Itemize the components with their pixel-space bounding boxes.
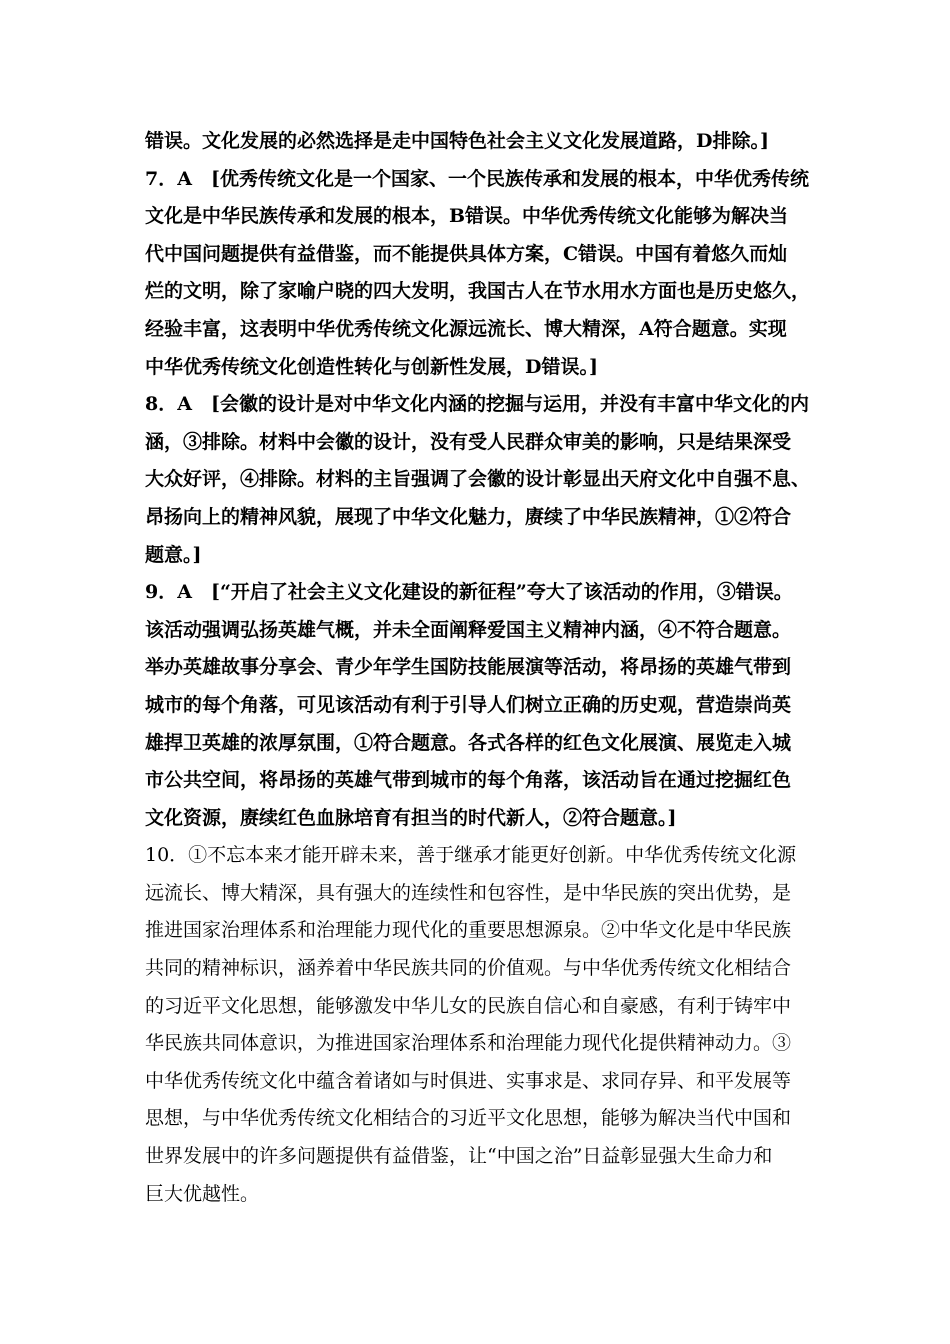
answer-block-6-tail xyxy=(145,123,817,161)
text-line: 市公共空间，将昂扬的英雄气带到城市的每个角落，该活动旨在通过挖掘红色 xyxy=(145,769,792,792)
text-line: 思想，与中华优秀传统文化相结合的习近平文化思想，能够为解决当代中国和 xyxy=(145,1107,792,1130)
text-line: 昂扬向上的精神风貌，展现了中华文化魅力，赓续了中华民族精神，①②符合 xyxy=(145,505,792,528)
text-line: 8．A [会徽的设计是对中华文化内涵的挖掘与运用，并没有丰富中华文化的内 xyxy=(145,393,809,416)
answer-block-9 xyxy=(145,574,817,837)
text-line: 7．A [优秀传统文化是一个国家、一个民族传承和发展的根本，中华优秀传统 xyxy=(145,167,809,190)
answer-block-8 xyxy=(145,386,817,574)
answer-document xyxy=(145,123,817,1213)
answer-block-10 xyxy=(145,837,817,1213)
text-line: 大众好评，④排除。材料的主旨强调了会徽的设计彰显出天府文化中自强不息、 xyxy=(145,468,811,491)
text-line: 经验丰富，这表明中华优秀传统文化源远流长、博大精深，A符合题意。实现 xyxy=(145,317,787,340)
text-line: 9．A [“开启了社会主义文化建设的新征程”夸大了该活动的作用，③错误。 xyxy=(145,581,793,604)
text-line: 推进国家治理体系和治理能力现代化的重要思想源泉。②中华文化是中华民族 xyxy=(145,919,792,942)
text-line: 10．①不忘本来才能开辟未来，善于继承才能更好创新。中华优秀传统文化源 xyxy=(145,844,797,867)
text-line: 世界发展中的许多问题提供有益借鉴，让“中国之治”日益彰显强大生命力和 xyxy=(145,1145,773,1168)
text-line: 文化是中华民族传承和发展的根本，B错误。中华优秀传统文化能够为解决当 xyxy=(145,205,789,228)
text-line: 远流长、博大精深，具有强大的连续性和包容性，是中华民族的突出优势，是 xyxy=(145,881,792,904)
text-line: 涵，③排除。材料中会徽的设计，没有受人民群众审美的影响，只是结果深受 xyxy=(145,430,792,453)
text-line: 中华优秀传统文化创造性转化与创新性发展，D错误。] xyxy=(145,355,598,378)
text-line: 错误。文化发展的必然选择是走中国特色社会主义文化发展道路，D排除。] xyxy=(145,130,769,152)
text-line: 雄捍卫英雄的浓厚氛围，①符合题意。各式各样的红色文化展演、展览走入城 xyxy=(145,731,792,754)
text-line: 城市的每个角落，可见该活动有利于引导人们树立正确的历史观，营造崇尚英 xyxy=(145,693,792,716)
text-line: 代中国问题提供有益借鉴，而不能提供具体方案，C错误。中国有着悠久而灿 xyxy=(145,242,788,265)
text-line: 共同的精神标识，涵养着中华民族共同的价值观。与中华优秀传统文化相结合 xyxy=(145,957,792,980)
text-line: 中华优秀传统文化中蕴含着诸如与时俱进、实事求是、求同存异、和平发展等 xyxy=(145,1069,792,1092)
text-line: 巨大优越性。 xyxy=(145,1182,260,1205)
text-line: 烂的文明，除了家喻户晓的四大发明，我国古人在节水用水方面也是历史悠久， xyxy=(145,280,811,303)
text-line: 华民族共同体意识，为推进国家治理体系和治理能力现代化提供精神动力。③ xyxy=(145,1032,792,1055)
text-line: 题意。] xyxy=(145,543,202,566)
text-line: 文化资源，赓续红色血脉培育有担当的时代新人，②符合题意。] xyxy=(145,806,677,829)
text-line: 的习近平文化思想，能够激发中华儿女的民族自信心和自豪感，有利于铸牢中 xyxy=(145,994,792,1017)
text-line: 举办英雄故事分享会、青少年学生国防技能展演等活动，将昂扬的英雄气带到 xyxy=(145,656,792,679)
answer-block-7 xyxy=(145,161,817,387)
text-line: 该活动强调弘扬英雄气概，并未全面阐释爱国主义精神内涵，④不符合题意。 xyxy=(145,618,792,641)
